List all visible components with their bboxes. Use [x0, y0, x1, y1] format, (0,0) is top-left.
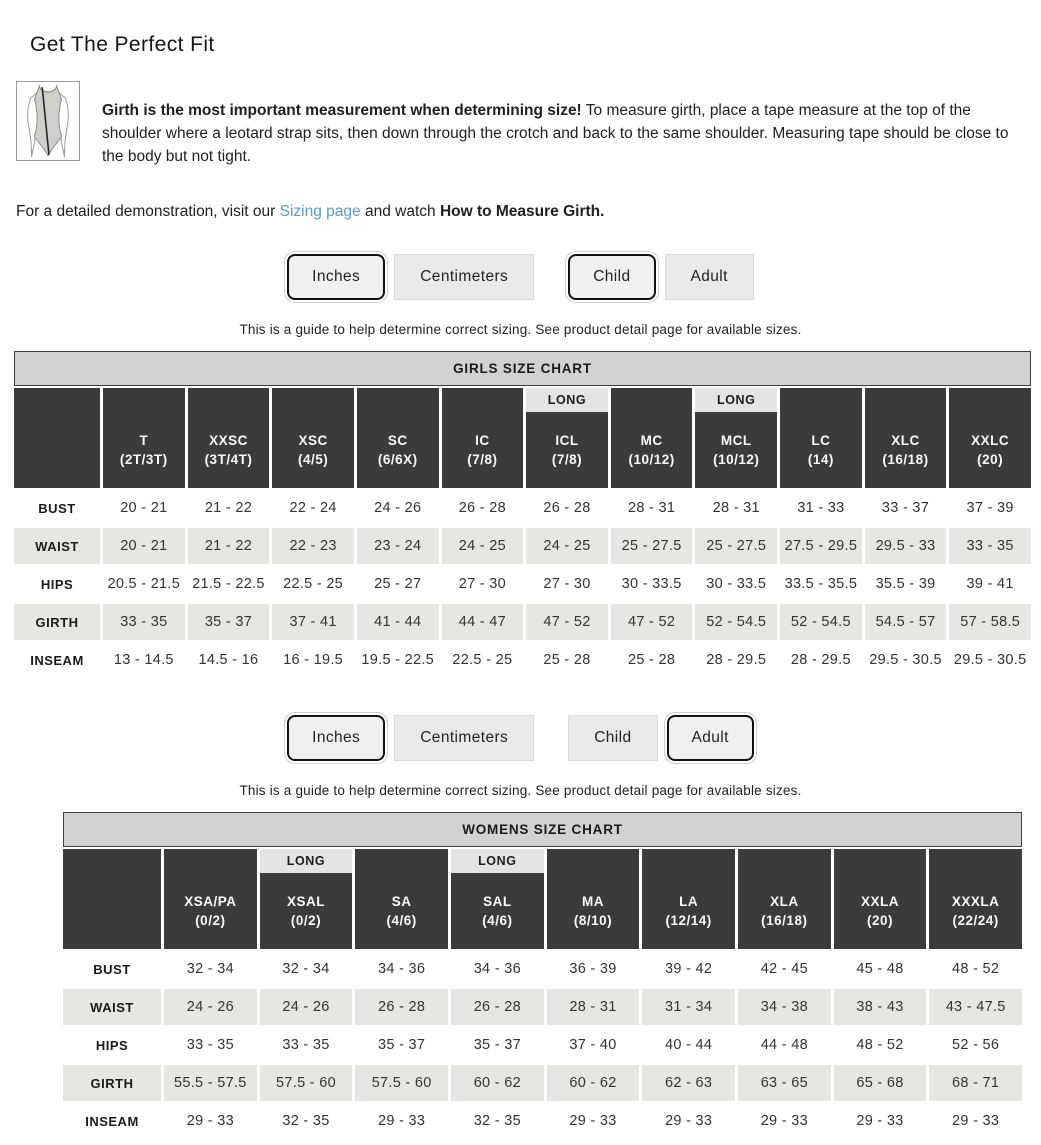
value-cell: 23 - 24	[357, 528, 439, 564]
value-cell: 31 - 33	[780, 490, 862, 526]
value-cell: 62 - 63	[642, 1065, 735, 1101]
size-range: (0/2)	[195, 913, 226, 929]
size-column-header-ic	[442, 388, 524, 488]
long-tag: LONG	[451, 849, 544, 873]
value-cell: 21 - 22	[188, 528, 270, 564]
value-cell: 30 - 33.5	[695, 566, 777, 602]
value-cell: 32 - 34	[164, 951, 257, 987]
size-range: (10/12)	[628, 452, 675, 468]
child-button[interactable]: Child	[568, 715, 657, 761]
value-cell: 22.5 - 25	[272, 566, 354, 602]
value-cell: 52 - 54.5	[780, 604, 862, 640]
value-cell: 44 - 48	[738, 1027, 831, 1063]
value-cell: 29 - 33	[834, 1103, 927, 1139]
row-label-girth: GIRTH	[63, 1065, 161, 1101]
value-cell: 37 - 40	[547, 1027, 640, 1063]
value-cell: 37 - 39	[949, 490, 1031, 526]
value-cell: 27.5 - 29.5	[780, 528, 862, 564]
value-cell: 35 - 37	[188, 604, 270, 640]
value-cell: 29 - 33	[642, 1103, 735, 1139]
size-range: (20)	[866, 913, 893, 929]
girls-toggle-row	[0, 254, 1041, 300]
value-cell: 60 - 62	[451, 1065, 544, 1101]
value-cell: 57.5 - 60	[355, 1065, 448, 1101]
long-tag: LONG	[526, 388, 608, 412]
value-cell: 26 - 28	[355, 989, 448, 1025]
girth-intro-bold: Girth is the most important measurement when determining size!	[102, 101, 582, 119]
value-cell: 25 - 27.5	[611, 528, 693, 564]
size-range: (8/10)	[573, 913, 613, 929]
value-cell: 29.5 - 33	[865, 528, 947, 564]
size-code: XXLC	[971, 433, 1010, 449]
size-range: (4/6)	[482, 913, 513, 929]
units-toggle-group	[287, 715, 534, 761]
value-cell: 48 - 52	[834, 1027, 927, 1063]
value-cell: 29.5 - 30.5	[949, 642, 1031, 678]
size-code: ICL	[555, 433, 579, 449]
value-cell: 16 - 19.5	[272, 642, 354, 678]
value-cell: 47 - 52	[611, 604, 693, 640]
adult-button[interactable]: Adult	[667, 715, 754, 761]
size-column-header-sa	[355, 849, 448, 949]
row-label-inseam: INSEAM	[63, 1103, 161, 1139]
size-column-header-t	[103, 388, 185, 488]
value-cell: 21 - 22	[188, 490, 270, 526]
inches-button[interactable]: Inches	[287, 715, 385, 761]
size-range: (20)	[977, 452, 1004, 468]
value-cell: 32 - 35	[451, 1103, 544, 1139]
centimeters-button[interactable]: Centimeters	[394, 254, 534, 300]
value-cell: 43 - 47.5	[929, 989, 1022, 1025]
size-range: (4/6)	[386, 913, 417, 929]
size-column-header-xxlc	[949, 388, 1031, 488]
value-cell: 34 - 36	[451, 951, 544, 987]
age-toggle-group	[568, 254, 754, 300]
value-cell: 55.5 - 57.5	[164, 1065, 257, 1101]
value-cell: 33 - 35	[103, 604, 185, 640]
value-cell: 25 - 27	[357, 566, 439, 602]
size-column-header-xlc	[865, 388, 947, 488]
value-cell: 35 - 37	[355, 1027, 448, 1063]
womens-toggle-row	[0, 715, 1041, 761]
child-button[interactable]: Child	[568, 254, 655, 300]
value-cell: 36 - 39	[547, 951, 640, 987]
value-cell: 26 - 28	[442, 490, 524, 526]
value-cell: 25 - 28	[526, 642, 608, 678]
value-cell: 24 - 25	[526, 528, 608, 564]
size-code: XLC	[891, 433, 920, 449]
size-range: (12/14)	[665, 913, 712, 929]
centimeters-button[interactable]: Centimeters	[394, 715, 534, 761]
size-code: SA	[391, 894, 412, 910]
value-cell: 20 - 21	[103, 490, 185, 526]
value-cell: 25 - 28	[611, 642, 693, 678]
womens-size-chart	[63, 812, 1022, 1139]
value-cell: 28 - 31	[695, 490, 777, 526]
value-cell: 20.5 - 21.5	[103, 566, 185, 602]
chart-title: GIRLS SIZE CHART	[14, 351, 1031, 386]
value-cell: 68 - 71	[929, 1065, 1022, 1101]
size-range: (16/18)	[882, 452, 929, 468]
value-cell: 24 - 25	[442, 528, 524, 564]
size-code: T	[139, 433, 149, 449]
inches-button[interactable]: Inches	[287, 254, 385, 300]
value-cell: 30 - 33.5	[611, 566, 693, 602]
value-cell: 52 - 54.5	[695, 604, 777, 640]
value-cell: 45 - 48	[834, 951, 927, 987]
value-cell: 63 - 65	[738, 1065, 831, 1101]
size-range: (2T/3T)	[119, 452, 168, 468]
size-column-header-xxla	[834, 849, 927, 949]
size-range: (14)	[807, 452, 834, 468]
size-code: XLA	[770, 894, 799, 910]
adult-button[interactable]: Adult	[665, 254, 754, 300]
size-column-header-xxsc	[188, 388, 270, 488]
value-cell: 27 - 30	[526, 566, 608, 602]
size-column-header-lc	[780, 388, 862, 488]
size-code: MCL	[720, 433, 752, 449]
value-cell: 31 - 34	[642, 989, 735, 1025]
value-cell: 28 - 29.5	[780, 642, 862, 678]
size-code: XSC	[298, 433, 328, 449]
value-cell: 33 - 35	[164, 1027, 257, 1063]
size-code: XXSC	[209, 433, 248, 449]
header-corner-cell	[63, 849, 161, 949]
row-label-waist: WAIST	[14, 528, 100, 564]
row-label-waist: WAIST	[63, 989, 161, 1025]
size-column-header-xsal	[260, 849, 353, 949]
value-cell: 13 - 14.5	[103, 642, 185, 678]
value-cell: 60 - 62	[547, 1065, 640, 1101]
value-cell: 29 - 33	[929, 1103, 1022, 1139]
demo-line	[16, 201, 1041, 223]
size-column-header-icl	[526, 388, 608, 488]
value-cell: 19.5 - 22.5	[357, 642, 439, 678]
value-cell: 25 - 27.5	[695, 528, 777, 564]
size-column-header-mc	[611, 388, 693, 488]
size-range: (3T/4T)	[204, 452, 253, 468]
chart-grid	[63, 849, 1022, 1139]
value-cell: 54.5 - 57	[865, 604, 947, 640]
value-cell: 57.5 - 60	[260, 1065, 353, 1101]
value-cell: 24 - 26	[260, 989, 353, 1025]
value-cell: 39 - 41	[949, 566, 1031, 602]
size-code: IC	[475, 433, 490, 449]
girth-intro-text	[102, 97, 1025, 169]
size-column-header-sc	[357, 388, 439, 488]
value-cell: 28 - 29.5	[695, 642, 777, 678]
value-cell: 47 - 52	[526, 604, 608, 640]
value-cell: 28 - 31	[547, 989, 640, 1025]
size-column-header-xsc	[272, 388, 354, 488]
row-label-girth: GIRTH	[14, 604, 100, 640]
page-title: Get The Perfect Fit	[30, 33, 215, 56]
size-range: (4/5)	[297, 452, 329, 468]
value-cell: 35 - 37	[451, 1027, 544, 1063]
header-corner-cell	[14, 388, 100, 488]
size-range: (22/24)	[952, 913, 999, 929]
size-column-header-xsa-pa	[164, 849, 257, 949]
girls-size-chart	[14, 351, 1031, 678]
row-label-bust: BUST	[14, 490, 100, 526]
size-code: XXXLA	[951, 894, 1000, 910]
value-cell: 39 - 42	[642, 951, 735, 987]
value-cell: 57 - 58.5	[949, 604, 1031, 640]
long-tag: LONG	[695, 388, 777, 412]
value-cell: 14.5 - 16	[188, 642, 270, 678]
value-cell: 29 - 33	[547, 1103, 640, 1139]
size-column-header-mcl	[695, 388, 777, 488]
row-label-hips: HIPS	[63, 1027, 161, 1063]
demo-bold: How to Measure Girth.	[439, 202, 605, 220]
value-cell: 22 - 23	[272, 528, 354, 564]
size-column-header-la	[642, 849, 735, 949]
demo-middle: and watch	[360, 202, 440, 220]
value-cell: 33.5 - 35.5	[780, 566, 862, 602]
girth-intro-section	[16, 81, 1025, 184]
value-cell: 29 - 33	[355, 1103, 448, 1139]
size-code: XXLA	[860, 894, 899, 910]
value-cell: 26 - 28	[526, 490, 608, 526]
long-tag: LONG	[260, 849, 353, 873]
value-cell: 20 - 21	[103, 528, 185, 564]
value-cell: 29 - 33	[738, 1103, 831, 1139]
value-cell: 21.5 - 22.5	[188, 566, 270, 602]
value-cell: 42 - 45	[738, 951, 831, 987]
value-cell: 34 - 38	[738, 989, 831, 1025]
value-cell: 34 - 36	[355, 951, 448, 987]
size-code: SAL	[483, 894, 512, 910]
size-range: (0/2)	[290, 913, 322, 929]
value-cell: 29 - 33	[164, 1103, 257, 1139]
size-range: (10/12)	[713, 452, 760, 468]
size-code: LA	[679, 894, 699, 910]
chart-title: WOMENS SIZE CHART	[63, 812, 1022, 847]
size-column-header-ma	[547, 849, 640, 949]
row-label-inseam: INSEAM	[14, 642, 100, 678]
girth-intro-rest: To measure girth, place a tape measure at the top of the shoulder where a leotard strap sits, then down through the crotch and back to the same shoulder. Measuring tape should be close to the body but not tight.	[102, 101, 1009, 165]
size-code: XSA/PA	[184, 894, 237, 910]
womens-guide-note: This is a guide to help determine correct sizing. See product detail page for available sizes.	[239, 783, 802, 799]
size-range: (6/6X)	[377, 452, 418, 468]
value-cell: 44 - 47	[442, 604, 524, 640]
size-code: MC	[640, 433, 663, 449]
value-cell: 33 - 37	[865, 490, 947, 526]
value-cell: 35.5 - 39	[865, 566, 947, 602]
row-label-bust: BUST	[63, 951, 161, 987]
size-code: SC	[387, 433, 408, 449]
size-column-header-xla	[738, 849, 831, 949]
value-cell: 24 - 26	[357, 490, 439, 526]
value-cell: 33 - 35	[949, 528, 1031, 564]
value-cell: 22 - 24	[272, 490, 354, 526]
value-cell: 41 - 44	[357, 604, 439, 640]
leotard-girth-measurement-icon	[16, 81, 80, 161]
units-toggle-group	[287, 254, 534, 300]
size-range: (16/18)	[761, 913, 808, 929]
value-cell: 32 - 35	[260, 1103, 353, 1139]
value-cell: 24 - 26	[164, 989, 257, 1025]
value-cell: 32 - 34	[260, 951, 353, 987]
row-label-hips: HIPS	[14, 566, 100, 602]
size-column-header-sal	[451, 849, 544, 949]
value-cell: 33 - 35	[260, 1027, 353, 1063]
sizing-page-link[interactable]: Sizing page	[279, 202, 361, 220]
value-cell: 37 - 41	[272, 604, 354, 640]
size-range: (7/8)	[551, 452, 583, 468]
size-code: XSAL	[286, 894, 325, 910]
chart-grid	[14, 388, 1031, 678]
girls-guide-note: This is a guide to help determine correct sizing. See product detail page for available sizes.	[239, 322, 802, 338]
size-range: (7/8)	[467, 452, 498, 468]
value-cell: 29.5 - 30.5	[865, 642, 947, 678]
value-cell: 52 - 56	[929, 1027, 1022, 1063]
age-toggle-group	[568, 715, 754, 761]
value-cell: 28 - 31	[611, 490, 693, 526]
value-cell: 65 - 68	[834, 1065, 927, 1101]
value-cell: 48 - 52	[929, 951, 1022, 987]
demo-prefix: For a detailed demonstration, visit our	[16, 202, 280, 220]
value-cell: 40 - 44	[642, 1027, 735, 1063]
value-cell: 22.5 - 25	[442, 642, 524, 678]
size-column-header-xxxla	[929, 849, 1022, 949]
value-cell: 38 - 43	[834, 989, 927, 1025]
value-cell: 27 - 30	[442, 566, 524, 602]
size-code: LC	[811, 433, 831, 449]
value-cell: 26 - 28	[451, 989, 544, 1025]
size-code: MA	[581, 894, 604, 910]
